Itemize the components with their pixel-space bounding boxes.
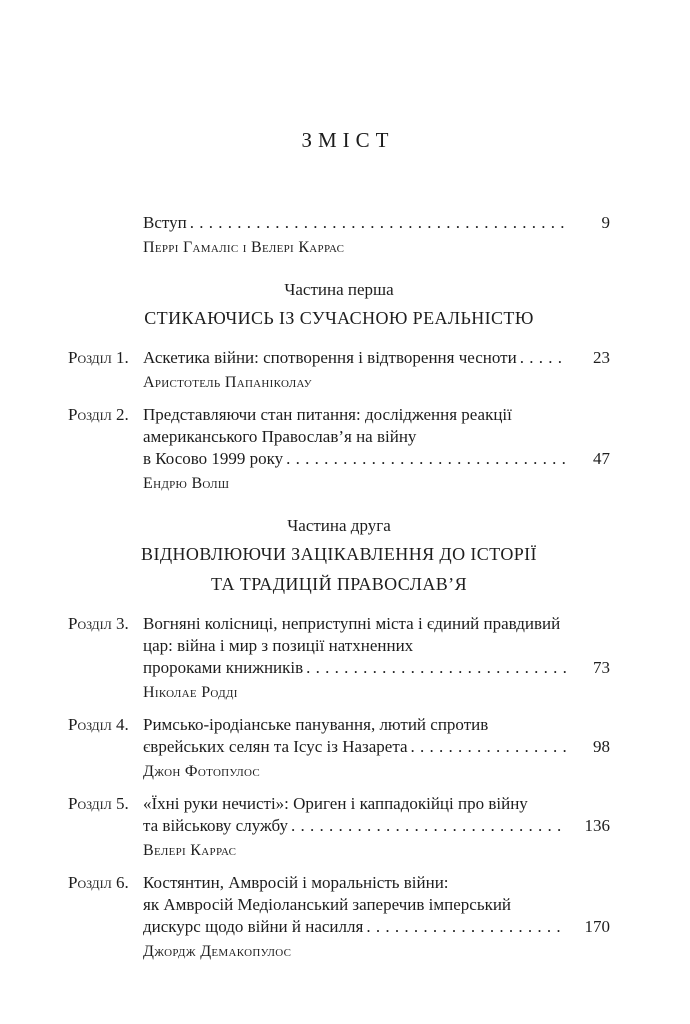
chapter-label: Розділ 1. bbox=[68, 348, 129, 367]
entry-title-lines bbox=[143, 212, 610, 234]
page-number: 136 bbox=[584, 816, 610, 835]
dot-leader bbox=[411, 736, 567, 758]
page-number: 9 bbox=[601, 213, 610, 232]
entry-title-line: «Їхні руки нечисті»: Ориген і каппадокійці про війну bbox=[143, 794, 528, 813]
author-name: Аристотель Папаніколау bbox=[143, 374, 312, 391]
author-name: Джон Фотопулос bbox=[143, 763, 261, 780]
entry-title-text: пророками книжників bbox=[143, 658, 304, 677]
part-heading-line: СТИКАЮЧИСЬ ІЗ СУЧАСНОЮ РЕАЛЬНІСТЮ bbox=[144, 308, 534, 328]
toc-title: ЗМІСТ bbox=[301, 128, 395, 152]
entry-title-lines bbox=[143, 404, 610, 470]
entry-title-text: Вступ bbox=[143, 213, 187, 232]
chapter-label: Розділ 6. bbox=[68, 873, 129, 892]
entry-title-line: як Амвросій Медіоланський заперечив імперський bbox=[143, 895, 512, 914]
entry-title-text: та військову службу bbox=[143, 816, 288, 835]
dot-leader bbox=[190, 212, 567, 234]
entry-title-line bbox=[143, 448, 610, 470]
entry-title-text: єврейських селян та Ісус із Назарета bbox=[143, 737, 408, 756]
entry-title-line bbox=[143, 916, 610, 938]
entry-title-lines bbox=[143, 613, 610, 679]
entry-title-lines bbox=[143, 872, 610, 938]
entry-title-text: Аскетика війни: спотворення і відтворення чесноти bbox=[143, 348, 517, 367]
author-name: Ніколае Родді bbox=[143, 684, 238, 701]
author-name: Перрі Гамаліс і Велері Каррас bbox=[143, 239, 345, 256]
chapter-label: Розділ 4. bbox=[68, 715, 129, 734]
chapter-label: Розділ 2. bbox=[68, 405, 129, 424]
part-block bbox=[68, 513, 610, 599]
page-number: 47 bbox=[593, 449, 610, 468]
entry-title-lines bbox=[143, 793, 610, 837]
chapter-label: Розділ 3. bbox=[68, 614, 129, 633]
toc-list bbox=[68, 212, 610, 963]
toc-entry bbox=[68, 714, 610, 783]
entry-title-line: Римсько-іродіанське панування, лютий спротив bbox=[143, 715, 489, 734]
toc-entry bbox=[68, 404, 610, 495]
toc-entry bbox=[68, 613, 610, 704]
author-name: Ендрю Волш bbox=[143, 475, 230, 492]
page-number: 73 bbox=[593, 658, 610, 677]
page-number: 98 bbox=[593, 737, 610, 756]
entry-title-line: американського Православ’я на війну bbox=[143, 427, 417, 446]
part-heading-line: ТА ТРАДИЦІЙ ПРАВОСЛАВ’Я bbox=[211, 574, 467, 594]
toc-entry bbox=[68, 212, 610, 259]
toc-entry bbox=[68, 347, 610, 394]
page-number: 23 bbox=[593, 348, 610, 367]
entry-title-line: Костянтин, Амвросій і моральність війни: bbox=[143, 873, 449, 892]
page-number: 170 bbox=[584, 917, 610, 936]
entry-title-lines bbox=[143, 714, 610, 758]
dot-leader bbox=[366, 916, 567, 938]
dot-leader bbox=[306, 657, 567, 679]
part-kicker: Частина перша bbox=[284, 280, 394, 299]
chapter-label: Розділ 5. bbox=[68, 794, 129, 813]
entry-title-text: в Косово 1999 року bbox=[143, 449, 284, 468]
part-kicker: Частина друга bbox=[287, 516, 391, 535]
author-name: Велері Каррас bbox=[143, 842, 237, 859]
toc-entry bbox=[68, 793, 610, 862]
entry-title-line bbox=[143, 815, 610, 837]
dot-leader bbox=[286, 448, 567, 470]
part-heading-line: ВІДНОВЛЮЮЧИ ЗАЦІКАВЛЕННЯ ДО ІСТОРІЇ bbox=[141, 544, 537, 564]
entry-title-line: Вогняні колісниці, неприступні міста і єдиний правдивий bbox=[143, 614, 561, 633]
entry-title-line: Представляючи стан питання: дослідження реакції bbox=[143, 405, 512, 424]
toc-entry bbox=[68, 872, 610, 963]
entry-title-line bbox=[143, 212, 610, 234]
entry-title-line bbox=[143, 736, 610, 758]
entry-title-text: дискурс щодо війни й насилля bbox=[143, 917, 364, 936]
part-block bbox=[68, 277, 610, 333]
entry-title-line: цар: війна і мир з позиції натхненних bbox=[143, 636, 414, 655]
entry-title-lines bbox=[143, 347, 610, 369]
author-name: Джордж Демакопулос bbox=[143, 943, 292, 960]
dot-leader bbox=[520, 347, 567, 369]
entry-title-line bbox=[143, 657, 610, 679]
dot-leader bbox=[291, 815, 567, 837]
entry-title-line bbox=[143, 347, 610, 369]
